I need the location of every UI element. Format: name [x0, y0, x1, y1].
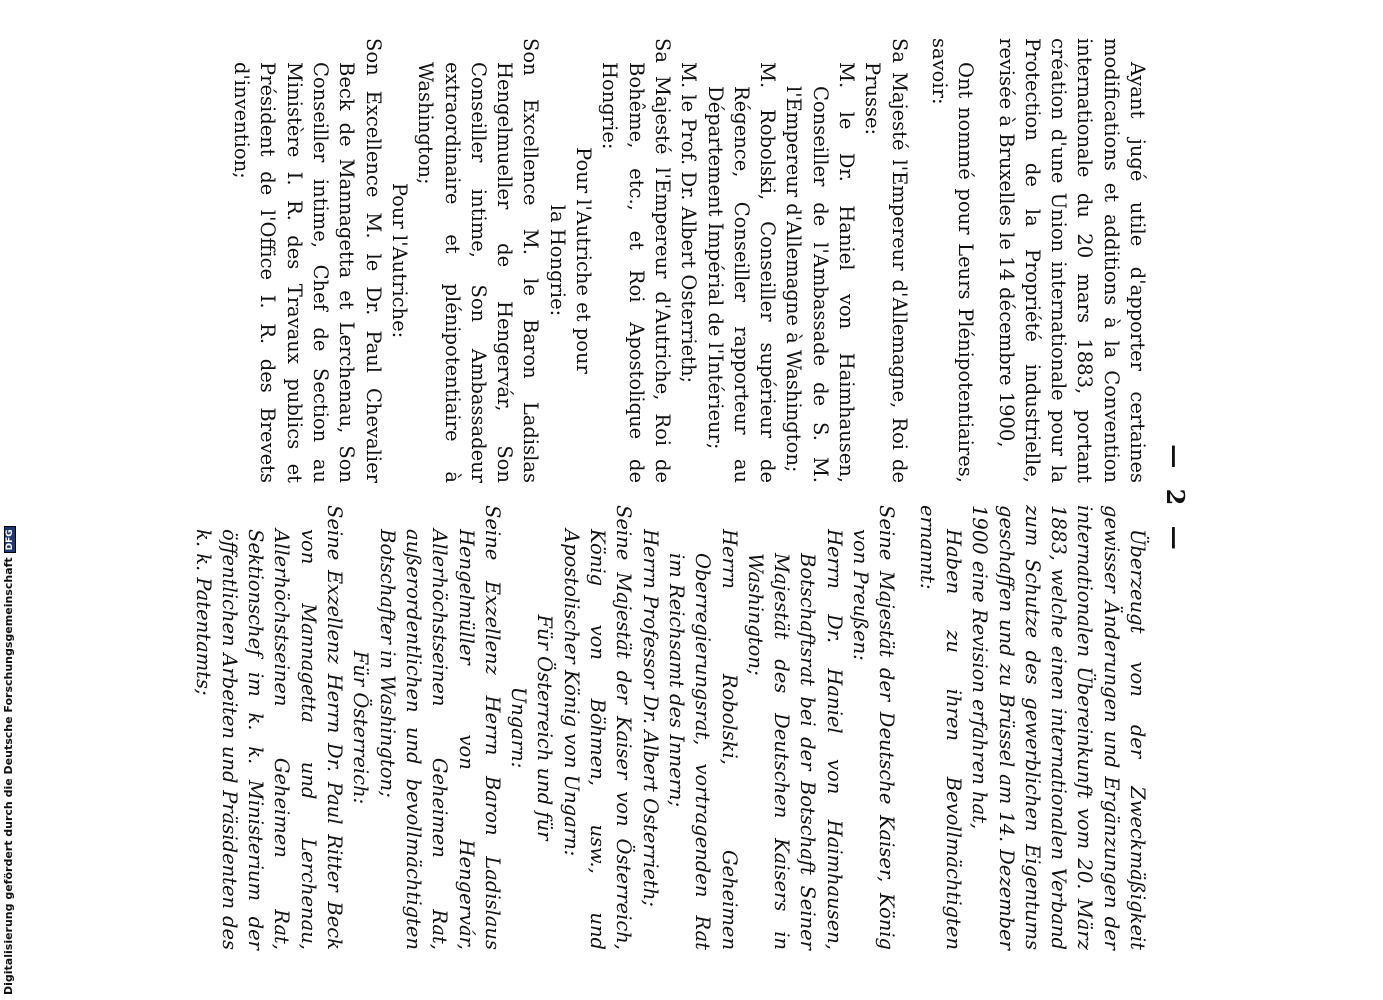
german-paragraph: Für Österreich und für — [533, 614, 557, 841]
german-paragraph: Für Österreich: — [349, 650, 373, 805]
french-paragraph: Ayant jugé utile d'apporter certaines modifications et additions à la Convention internationale du 20 mars 1883, portant création d'une Union internationale pour la Protection de la Propriété industrielle, revisée à Bruxelles le 14 décembre 1900, — [994, 38, 1149, 483]
page-number: — 2 — — [1161, 444, 1190, 556]
german-paragraph: Seine Exzellenz Herrn Dr. Paul Ritter Beck von Mannagetta und Lerchenau, Allerhöchstseinen Geheimen Rat, Sektionschef im k. k. Ministerium der öffentlichen Arbeiten und Präsidenten des k. k. Patentamts; — [191, 505, 347, 950]
french-paragraph: Son Excellence M. le Dr. Paul Chevalier Beck de Mannagetta et Lerchenau, Son Conseiller intime, Chef de Section au Ministère I. R. des Travaux publics et Président de l'Office I. R. des Brevets d'invention; — [230, 38, 385, 483]
credit-text: Digitalisierung gefördert durch die Deutsche Forschungsgemeinschaft — [2, 557, 15, 995]
dfg-logo: DFG — [4, 526, 16, 553]
german-paragraph: Haben zu ihren Bevollmächtigten ernannt: — [915, 505, 965, 950]
french-paragraph: M. Robolski, Conseiller supérieur de Régence, Conseiller rapporteur au Département Impérial de l'Intérieur; — [703, 62, 780, 483]
document-page — [30, 0, 1190, 1000]
french-paragraph: Son Excellence M. le Baron Ladislas Hengelmueller de Hengervár, Son Conseiller intime, Son Ambassadeur extraordinaire et plénipotentiaire à Washington; — [414, 38, 543, 483]
german-paragraph: Ungarn: — [507, 686, 531, 769]
german-paragraph: Überzeugt von der Zweckmäßigkeit gewisser Änderungen und Ergänzungen der internationalen Übereinkunft vom 20. März 1883, welche einen internationalen Verband zum Schutze des gewerblichen Eigentums geschaffen und zu Brüssel am 14. Dezember 1900 eine Revision erfahren hat, — [968, 505, 1149, 950]
german-paragraph: Seine Exzellenz Herrn Baron Ladislaus Hengelmüller von Hengervár, Allerhöchstseinen Geheimen Rat, außerordentlichen und bevollmächtigten Botschafter in Washington; — [375, 505, 504, 950]
french-paragraph: Ont nommé pour Leurs Plénipotentiaires, savoir: — [927, 38, 978, 483]
french-paragraph: Pour l'Autriche: — [387, 182, 411, 339]
french-paragraph: Pour l'Autriche et pour — [572, 147, 596, 374]
french-column — [228, 38, 1150, 483]
french-paragraph: la Hongrie: — [545, 204, 569, 317]
german-paragraph: Seine Majestät der Deutsche Kaiser, König von Preußen: — [849, 505, 899, 950]
german-paragraph: Seine Majestät der Kaiser von Österreich, König von Böhmen, usw., und Apostolischer König von Ungarn: — [559, 505, 636, 950]
french-paragraph: M. le Prof. Dr. Albert Osterrieth; — [677, 62, 701, 384]
french-paragraph: Sa Majesté l'Empereur d'Autriche, Roi de Bohême, etc., et Roi Apostolique de Hongrie: — [598, 38, 674, 483]
german-paragraph: Herrn Robolski, Geheimen Oberregierungsrat, vortragenden Rat im Reichsamt des Innern; — [664, 529, 741, 950]
french-paragraph: M. le Dr. Haniel von Haimhausen, Conseiller de l'Ambassade de S. M. l'Empereur d'Allemagne à Washington; — [782, 62, 859, 483]
german-paragraph: Herrn Professor Dr. Albert Osterrieth; — [638, 529, 662, 907]
digitization-credit — [2, 526, 16, 995]
german-paragraph: Herrn Dr. Haniel von Haimhausen, Botschaftsrat bei der Botschaft Seiner Majestät des Deutschen Kaisers in Washington; — [743, 529, 846, 950]
german-column — [189, 505, 1150, 950]
french-paragraph: Sa Majesté l'Empereur d'Allemagne, Roi de Prusse: — [861, 38, 911, 483]
